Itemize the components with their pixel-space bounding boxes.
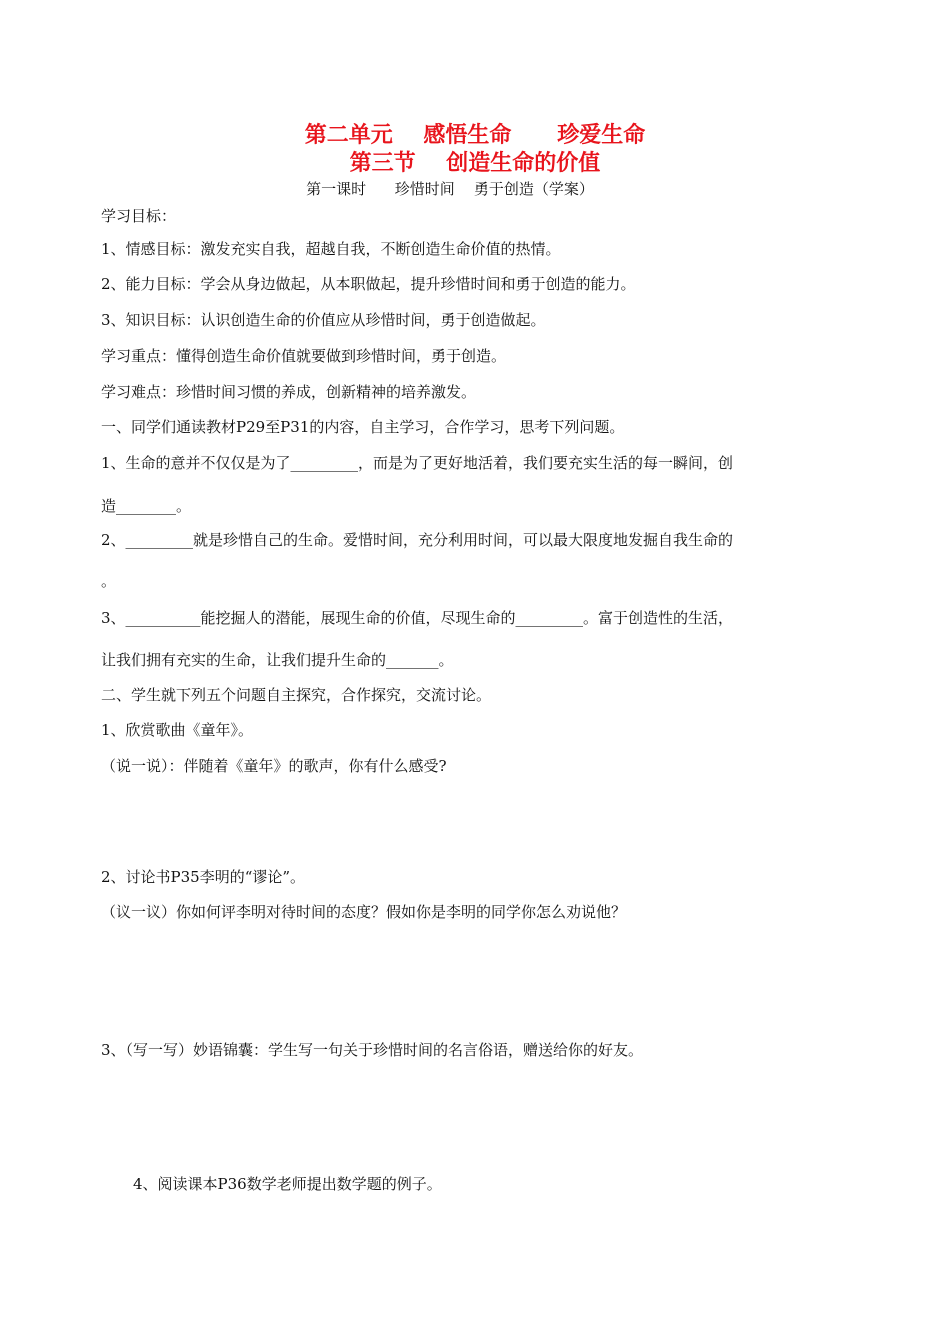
- difficulty: 学习难点：珍惜时间习惯的养成，创新精神的培养激发。: [101, 383, 477, 401]
- question-1-line-1: 1、生命的意并不仅仅是为了_________，而是为了更好地活着，我们要充实生活的每一瞬间，创: [101, 454, 734, 472]
- question-1-line-2: 造________。: [101, 497, 192, 515]
- goal-ability: 2、能力目标：学会从身边做起，从本职做起，提升珍惜时间和勇于创造的能力。: [101, 275, 636, 293]
- part1-heading: 一、同学们通读教材P29至P31的内容，自主学习，合作学习，思考下列问题。: [101, 418, 625, 436]
- question-2-line-1: 2、_________就是珍惜自己的生命。爱惜时间，充分利用时间，可以最大限度地发掘自我生命的: [101, 531, 734, 549]
- key-point: 学习重点：懂得创造生命价值就要做到珍惜时间，勇于创造。: [101, 347, 507, 365]
- question-3-line-2: 让我们拥有充实的生命，让我们提升生命的_______。: [101, 651, 454, 669]
- goal-emotion: 1、情感目标：激发充实自我，超越自我，不断创造生命价值的热情。: [101, 240, 561, 258]
- item-2-prompt: （议一议）你如何评李明对待时间的态度？假如你是李明的同学你怎么劝说他？: [101, 903, 627, 921]
- part2-heading: 二、学生就下列五个问题自主探究，合作探究，交流讨论。: [101, 686, 492, 704]
- goal-knowledge: 3、知识目标：认识创造生命的价值应从珍惜时间，勇于创造做起。: [101, 311, 546, 329]
- goals-heading: 学习目标：: [101, 207, 177, 225]
- item-1-prompt: （说一说）：伴随着《童年》的歌声，你有什么感受?: [101, 757, 447, 775]
- section-title: 第三节 创造生命的价值: [349, 151, 601, 176]
- question-3-line-1: 3、__________能挖掘人的潜能，展现生命的价值，尽现生命的_________。富于创造性的生活，: [101, 609, 734, 627]
- question-2-line-2: 。: [101, 572, 117, 590]
- unit-title: 第二单元 感悟生命 珍爱生命: [304, 123, 646, 148]
- item-3: 3、（写一写）妙语锦囊：学生写一句关于珍惜时间的名言俗语，赠送给你的好友。: [101, 1041, 644, 1059]
- lesson-subtitle: 第一课时 珍惜时间 勇于创造（学案）: [306, 180, 594, 198]
- item-1: 1、欣赏歌曲《童年》。: [101, 721, 254, 739]
- item-2: 2、讨论书P35李明的“谬论”。: [101, 868, 306, 886]
- item-4: 4、阅读课本P36数学老师提出数学题的例子。: [133, 1175, 442, 1193]
